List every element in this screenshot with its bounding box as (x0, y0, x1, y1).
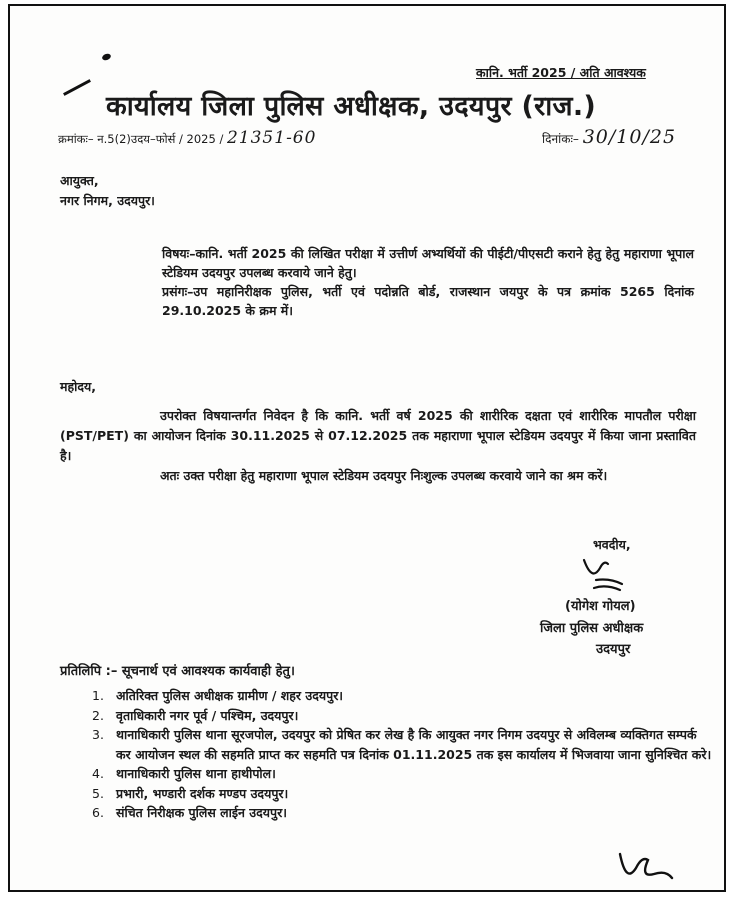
list-item: 2. वृताधिकारी नगर पूर्व / पश्चिम, उदयपुर। (92, 707, 299, 723)
office-heading: कार्यालय जिला पुलिस अधीक्षक, उदयपुर (राज.) (106, 91, 597, 122)
body-paragraph-2: अतः उक्त परीक्षा हेतु महाराणा भूपाल स्टेडियम उदयपुर निःशुल्क उपलब्ध करवाये जाने का श्रम करें। (160, 468, 608, 483)
recipient-line-1: आयुक्त, (60, 173, 99, 188)
reference (162, 282, 694, 320)
signatory-designation: जिला पुलिस अधीक्षक (540, 621, 644, 636)
reference-handwritten-number: 21351-60 (226, 128, 317, 148)
subject-block (162, 244, 694, 320)
reference-context-text: उप महानिरीक्षक पुलिस, भर्ती एवं पदोन्नति बोर्ड, राजस्थान जयपुर के पत्र क्रमांक 5265 दिनांक 29.10.2025 के क्रम में। (162, 284, 694, 318)
recipient-address (60, 171, 155, 211)
list-item: 1. अतिरिक्त पुलिस अधीक्षक ग्रामीण / शहर उदयपुर। (92, 688, 344, 703)
signatory-name: (योगेश गोयल) (565, 599, 636, 614)
initials-signature-image (610, 844, 690, 892)
date-handwritten: 30/10/25 (582, 126, 677, 148)
list-item: 4. थानाधिकारी पुलिस थाना हाथीपोल। (92, 766, 276, 781)
signature-image (570, 554, 640, 598)
signatory-place: उदयपुर (596, 642, 631, 657)
top-right-note: कानि. भर्ती 2025 / अति आवश्यक (476, 65, 646, 80)
body-paragraph-1: उपरोक्त विषयान्तर्गत निवेदन है कि कानि. भर्ती वर्ष 2025 की शारीरिक दक्षता एवं शारीरिक मापतौल परीक्षा (PST/PET) का आयोजन दिनांक 30.11.2025 से 07.12.2025 तक महाराणा भूपाल स्टेडियम उदयपुर में किया जाना प्रस्तावित है। (60, 408, 696, 463)
list-item: 6. संचित निरीक्षक पुलिस लाईन उदयपुर। (92, 805, 287, 820)
recipient-line-2: नगर निगम, उदयपुर। (60, 193, 155, 208)
closing: भवदीय, (593, 537, 631, 552)
reference-context-label: प्रसंगः– (162, 284, 194, 299)
subject (162, 244, 694, 282)
subject-text: कानि. भर्ती 2025 की लिखित परीक्षा में उत्तीर्ण अभ्यर्थियों की पीईटी/पीएसटी कराने हेतु हेतु महाराणा भूपाल स्टेडियम उदयपुर उपलब्ध करवाये जाने हेतु। (162, 246, 694, 280)
salutation: महोदय, (60, 379, 96, 394)
reference-number (58, 128, 316, 148)
pen-tick-mark (63, 79, 91, 96)
letter-page (8, 4, 726, 892)
ink-mark (101, 53, 112, 62)
subject-label: विषयः– (162, 246, 196, 261)
list-item: 5. प्रभारी, भण्डारी दर्शक मण्डप उदयपुर। (92, 785, 289, 801)
copy-to-list (92, 686, 712, 823)
list-item: 3. थानाधिकारी पुलिस थाना सूरजपोल, उदयपुर को प्रेषित कर लेख है कि आयुक्त नगर निगम उदयपुर से अविलम्ब व्यक्तिगत सम्पर्क कर आयोजन स्थल की सहमति प्राप्त कर सहमति पत्र दिनांक 01.11.2025 तक इस कार्यालय में भिजवाया जाना सुनिश्चित करे। (92, 727, 712, 762)
date-label: दिनांकः– (542, 132, 579, 146)
reference-label: क्रमांकः– न.5(2)उदय–फोर्स / 2025 / (58, 132, 224, 146)
letter-date (542, 126, 676, 148)
copy-to-heading: प्रतिलिपि :– सूचनार्थ एवं आवश्यक कार्यवाही हेतु। (60, 664, 295, 679)
letter-body (60, 406, 696, 486)
